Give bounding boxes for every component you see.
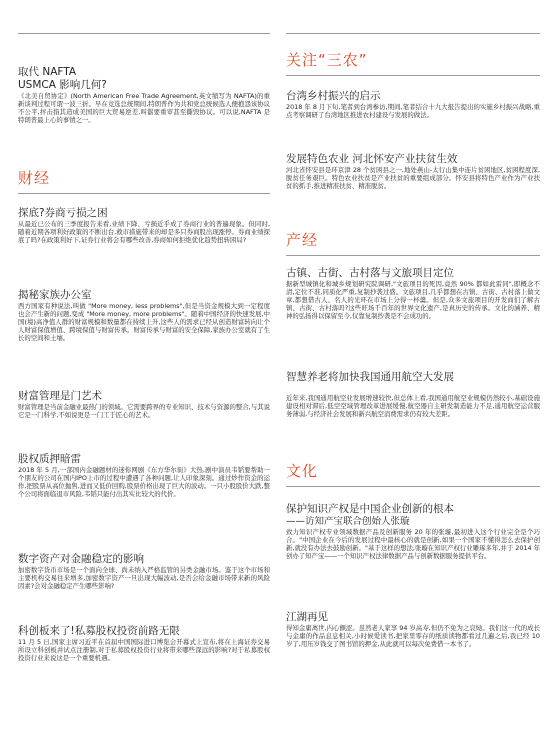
finance-section-heading: 财经 bbox=[18, 169, 51, 187]
article-title: 发展特色农业 河北怀安产业扶贫生效 bbox=[286, 153, 458, 165]
article-title: 财富管理是门艺术 bbox=[18, 390, 102, 402]
right-top-rule bbox=[286, 33, 540, 34]
culture-section-rule bbox=[286, 486, 540, 487]
article-title: 揭秘家族办公室 bbox=[18, 289, 92, 301]
article-body: 财富管理是当前金融业最热门的领域。它需要跨界的专业知识、技术与资源的整合,与其说它是一门科学,不如说更是一门工于匠心的艺术。 bbox=[18, 403, 270, 420]
article-body: 西方国家有种说法,叫做 "More money, less problems",但是当资金规模大到一定程度也会产生新的问题,变成 "More money, more problems"。随着中国经济的快速发展,中国(境)高净值人群的财富规模和数量都在持续上升,这些人的需求已经从创造财富转向让个人财富保值增值、跨境保值与财富传承。财富传承与财富的安全保障,家族办公室就有了生长的空间和土壤。 bbox=[18, 302, 270, 343]
article-family-office bbox=[18, 289, 270, 375]
article-digital-assets bbox=[18, 553, 270, 599]
nafta-body: 《北美自贸协定》(North American Free Trade Agreement,英文缩写为 NAFTA)的重新谈判过程可谓一波三折。早在竞选总统期间,特朗普作为共和党总统候选人便抱怨该协议不公平,抨击指其造成美国的巨大贸易逆差,叫嚣要重审甚至撕毁协议。可以说,NAFTA 是特朗普最上心的事情之一。 bbox=[18, 92, 270, 125]
nafta-title-line1: 取代 NAFTA bbox=[18, 66, 77, 78]
article-ancient-towns bbox=[286, 267, 540, 353]
article-body: 近年来,我国通用航空业发展增速较快,但总体上看,我国通用航空业规模仍然较小,基础设施建设相对滞后,低空空域管理改革进展缓慢,航空器自主研发制造能力不足,通用航空运营服务薄弱,与经济社会发展和新兴航空消费需求仍有较大差距。 bbox=[286, 394, 540, 419]
industry-section-heading: 产经 bbox=[286, 231, 319, 249]
article-body: 据新型城镇化和城乡规划研究院调研,"文旅项目的死因,竟然 90% 都如此雷同",即概念不清,定位不准,同质化严重,复制抄袭过盛。文旅项目,几乎都想在古镇、古街、古村落上做文章,都想借古人、名人的光环在市场上分得一杯羹。但是,众多文旅项目的开发商们了解古镇、古街、古村落吗?这些旺场千百年的世界文化遗产,是真历史的传承。文化的涵养、精神的弘扬得以保留至今,仅靠复制抄袭是不会成功的。 bbox=[286, 280, 540, 321]
nafta-article bbox=[18, 66, 270, 125]
article-title: 智慧养老将加快我国通用航空大发展 bbox=[286, 371, 454, 383]
article-title: 古镇、古街、古村落与文旅项目定位 bbox=[286, 267, 454, 279]
article-subtitle: ——访知产宝联合创始人张璇 bbox=[286, 516, 410, 527]
article-title: 探底?券商亏损之困 bbox=[18, 207, 108, 219]
article-body: 加密数字货币市场是一个面向全球、尚未纳入严格监管的另类金融市场。鉴于这个市场和主要机构交易往来增多,加密数字资产一旦出现大幅波动,是否会给金融市场带来新的风险因素?会对金融稳定产生哪些影响? bbox=[18, 566, 270, 591]
article-body: 2018 年 5 月,一部国内金融题材的迷你网剧《东方华尔街》大热,剧中演员韦韬要帮助一个朋友的公司在国内IPO上市的过程中遭遇了各种问题,让人印象深刻。通过炒作资金的运作,把股票从高位抛售,进而又低价回购,股票价格出现了巨大的波动。一只小股股价大跌,整个公司将面临退市风险,韦韬只能付出其实比较大的代价。 bbox=[18, 466, 270, 499]
article-title: 保护知识产权是中国企业创新的根本 bbox=[286, 503, 454, 515]
article-taiwan-rural bbox=[286, 90, 540, 128]
article-body: 2018 年 8 月下旬,笔者到台湾参访,期间,笔者结合十九大报告提出的实施乡村振兴战略,重点考察调研了台湾地区推进农村建设与发展的做法。 bbox=[286, 103, 540, 120]
culture-section-heading: 文化 bbox=[286, 462, 319, 480]
left-top-rule bbox=[18, 33, 270, 34]
article-star-market bbox=[18, 625, 270, 679]
article-title: 江湖再见 bbox=[286, 611, 328, 623]
nafta-title-line2: USMCA 影响几何? bbox=[18, 79, 107, 91]
article-body: 致力知识产权专业领域数据产品及创新服务 20 年的张璇,最初进入这个行业完全是个巧合。"中国企业在今后的发展过程中最核心的就是创新,如果一个国家不懂得怎么去保护创新,就没有办法去鼓励创新。"基于这样的想法,张璇在知识产权行业雕琢多年,并于 2014 年创办了知产宝——一个知识产权法律数据产品与创新数据服务提供平台。 bbox=[286, 528, 540, 561]
article-body: 11 月 5 日,国家主席习近平在首届中国国际进口博览会开幕式上宣布,将在上海证券交易所设立科创板并试点注册制,对于私募股权投资行业将带来哪些深远的影响?对于私募股权投资行业来说这是一个重要机遇。 bbox=[18, 638, 270, 663]
article-huaian-poverty bbox=[286, 153, 540, 207]
article-wealth-management bbox=[18, 390, 270, 428]
agriculture-section-rule bbox=[286, 75, 540, 76]
article-body: 从最近已公布的三季度报告来看,业绩下降、亏损近乎成了券商行业的普遍现象。但同时,随着近期各项利好政策的不断出台,救市措施带来的却是多只券商股出现涨停。券商业绩探底了吗?在政策利好下,证券行业将会有哪些改善,券商如何拒绝优化趋势扭转困局? bbox=[18, 220, 270, 245]
article-title: 科创板来了!私募股权投资前路无限 bbox=[18, 625, 180, 637]
article-body: 得知金庸离世,内心颤涩。虽然老人家享 94 岁高寿,但仍不免为之哀恸。我们这一代的成长与金庸的作品息息相关,小时候爱读书,把家里零存的纸质读物都看过几遍之后,我已经 10 岁了,用压岁钱交了图书馆的押金,从此就可以每次免费借一本书了。 bbox=[286, 624, 540, 649]
article-general-aviation bbox=[286, 371, 540, 451]
article-equity-pledge bbox=[18, 453, 270, 531]
article-brokerage bbox=[18, 207, 270, 269]
article-ip-protection bbox=[286, 503, 540, 569]
agriculture-section-heading: 关注“三农” bbox=[286, 51, 368, 69]
article-title: 台湾乡村振兴的启示 bbox=[286, 90, 381, 102]
finance-section-rule bbox=[18, 193, 270, 194]
article-title: 数字资产对金融稳定的影响 bbox=[18, 553, 144, 565]
article-body: 河北省怀安县是环京津 28 个贫困县之一,地处燕山-太行山集中连片贫困地区,贫困程度深,脱贫任务艰巨。特色农业扶贫是产业扶贫的重要组成部分。怀安县将特色产业作为产业扶贫的抓手,推进精准扶贫、精准脱贫。 bbox=[286, 166, 540, 191]
article-title: 股权质押暗雷 bbox=[18, 453, 81, 465]
industry-section-rule bbox=[286, 255, 540, 256]
article-farewell bbox=[286, 611, 540, 665]
